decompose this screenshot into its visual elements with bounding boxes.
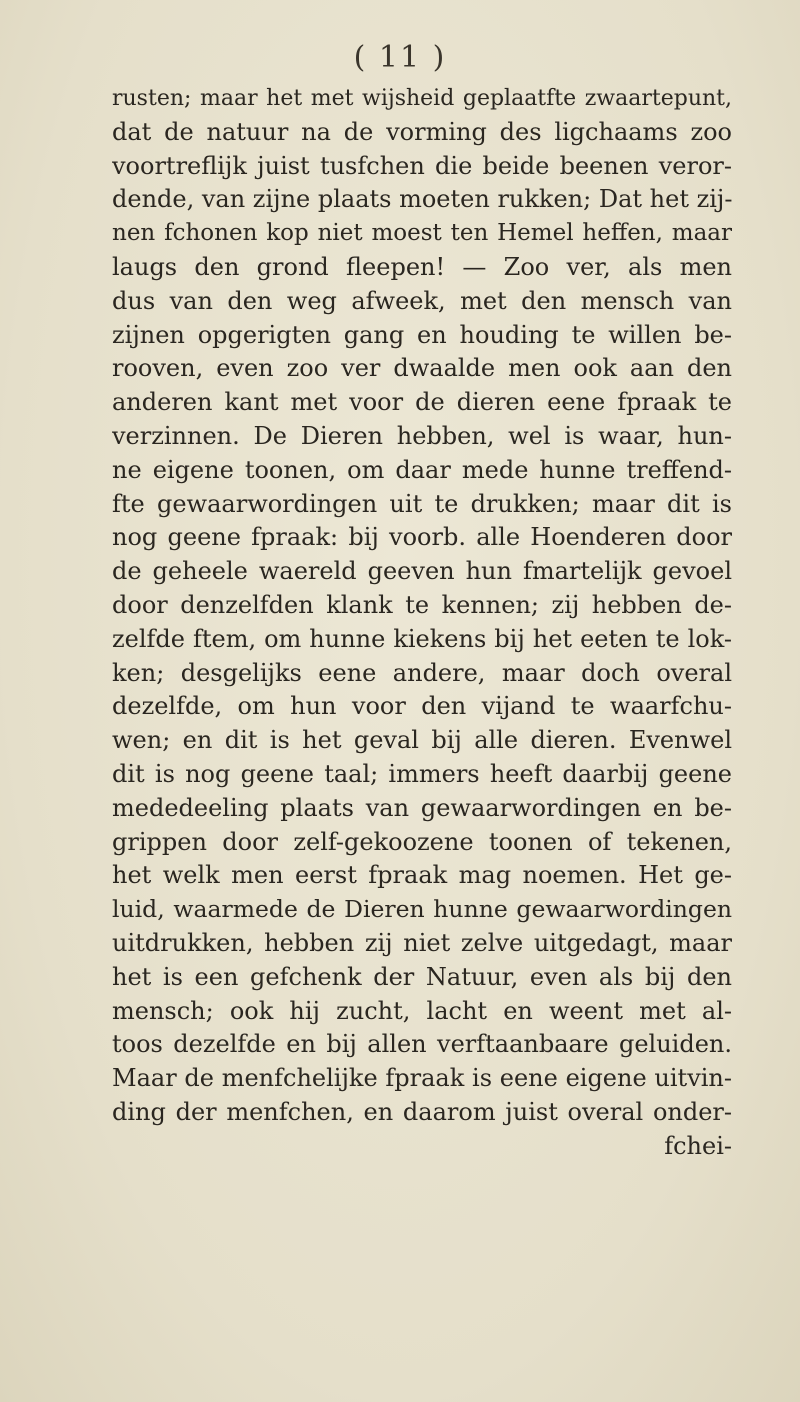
text-line: luid, waarmede de Dieren hunne gewaarwordingen [112,895,732,924]
text-line: wen; en dit is het geval bij alle dieren. Evenwel [112,726,732,755]
text-line: nog geene fpraak: bij voorb. alle Hoenderen door [112,523,732,552]
text-line: het welk men eerst fpraak mag noemen. Het ge- [112,861,732,890]
text-line: laugs den grond fleepen! — Zoo ver, als men [112,252,732,281]
text-line: nen fchonen kop niet moest ten Hemel heffen, maar [112,220,732,247]
text-line: uitdrukken, hebben zij niet zelve uitgedagt, maar [112,928,732,957]
text-line: dezelfde, om hun voor den vijand te waarfchu- [112,692,732,721]
text-line: zijnen opgerigten gang en houding te willen be- [112,320,732,349]
text-line: ne eigene toonen, om daar mede hunne treffend- [112,455,732,484]
text-line: Maar de menfchelijke fpraak is eene eigene uitvin- [112,1064,732,1093]
text-line: zelfde ftem, om hunne kiekens bij het eeten te lok- [112,624,732,653]
text-line: ding der menfchen, en daarom juist overal onder- [112,1097,732,1126]
text-line: dende, van zijne plaats moeten rukken; Dat het zij- [112,185,732,214]
text-line: verzinnen. De Dieren hebben, wel is waar, hun- [112,421,732,450]
text-line: dit is nog geene taal; immers heeft daarbij geene [112,759,732,788]
text-line: de geheele waereld geeven hun fmartelijk gevoel [112,557,732,586]
text-line: dat de natuur na de vorming des ligchaams zoo [112,117,732,146]
text-line: anderen kant met voor de dieren eene fpraak te [112,388,732,417]
text-line: het is een gefchenk der Natuur, even als bij den [112,962,732,991]
text-line: door denzelfden klank te kennen; zij hebben de- [112,590,732,619]
text-line: dus van den weg afweek, met den mensch van [112,286,732,315]
text-line: fte gewaarwordingen uit te drukken; maar dit is [112,489,732,518]
text-line: grippen door zelf-gekoozene toonen of tekenen, [112,827,732,856]
text-line: mensch; ook hij zucht, lacht en weent met al- [112,996,732,1025]
text-line: rooven, even zoo ver dwaalde men ook aan den [112,354,732,383]
text-line: rusten; maar het met wijsheid geplaatfte zwaartepunt, [112,86,732,111]
text-line: ken; desgelijks eene andere, maar doch overal [112,658,732,687]
page-number: ( 11 ) [353,40,447,75]
text-line: toos dezelfde en bij allen verftaanbaare geluiden. [112,1030,732,1059]
catchword: fchei- [664,1131,732,1160]
body-text [112,82,732,1164]
text-line: voortreflijk juist tusfchen die beide beenen veror- [112,151,732,180]
text-line: mededeeling plaats van gewaarwordingen en be- [112,793,732,822]
